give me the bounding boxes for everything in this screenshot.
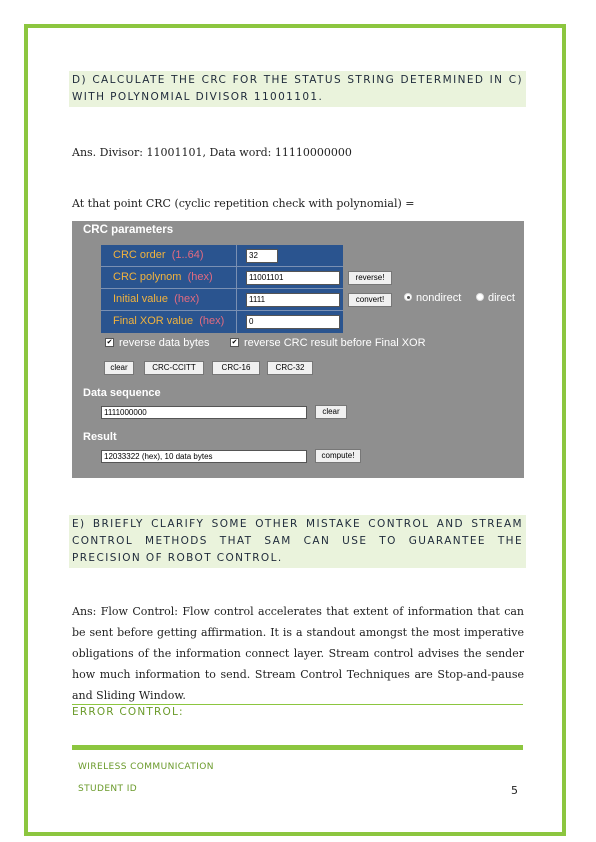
section-e-heading: E) BRIEFLY CLARIFY SOME OTHER MISTAKE CONTROL AND STREAM CONTROL METHODS THAT SAM CAN USE TO GUARANTEE THE PRECISION OF ROBOT CONTROL.: [69, 515, 526, 568]
error-control-heading: ERROR CONTROL:: [72, 706, 184, 718]
flow-control-answer: Ans: Flow Control: Flow control accelerates that extent of information that can be sent before getting affirmation. It is a standout amongst the most imperative obligations of the information connect layer. Stream control advises the sender how much information to send. Stream Control Techniques are Stop-and-pause and Sliding Window.: [72, 605, 524, 702]
compute-button[interactable]: compute!: [315, 449, 361, 463]
param-row-order: [101, 245, 343, 267]
check-reverse-data-bytes[interactable]: ✔ reverse data bytes: [106, 337, 210, 349]
crc-parameters-table: [101, 245, 343, 333]
crc-calculator: [72, 221, 524, 478]
radio-direct[interactable]: direct: [476, 292, 515, 304]
param-row-final-xor: [101, 311, 343, 333]
final-xor-label: Final XOR value (hex): [113, 315, 225, 327]
final-xor-input[interactable]: 0: [246, 315, 340, 329]
result-output[interactable]: 12033322 (hex), 10 data bytes: [101, 450, 307, 463]
checkbox-checked-icon: ✔: [106, 338, 113, 346]
checkbox-checked-icon: ✔: [231, 338, 238, 346]
crc-order-label: CRC order (1..64): [113, 249, 204, 261]
crc-order-input[interactable]: 32: [246, 249, 278, 263]
crc-polynom-label: CRC polynom (hex): [113, 271, 213, 283]
divider-thin: [72, 704, 523, 705]
crc-parameters-title: CRC parameters: [83, 224, 174, 236]
crc-ccitt-button[interactable]: CRC-CCITT: [144, 361, 204, 375]
answer-divisor: Ans. Divisor: 11001101, Data word: 11110000000: [72, 146, 352, 159]
clear-params-button[interactable]: clear: [104, 361, 134, 375]
initial-value-input[interactable]: 1111: [246, 293, 340, 307]
check-reverse-crc-result[interactable]: ✔ reverse CRC result before Final XOR: [231, 337, 426, 349]
crc-polynom-input[interactable]: 11001101: [246, 271, 340, 285]
reverse-button[interactable]: reverse!: [348, 271, 392, 285]
radio-direct-dot: [476, 293, 484, 301]
param-row-polynom: [101, 267, 343, 289]
data-sequence-input[interactable]: 1111000000: [101, 406, 307, 419]
crc32-button[interactable]: CRC-32: [267, 361, 313, 375]
convert-button[interactable]: convert!: [348, 293, 392, 307]
page-number: 5: [511, 784, 518, 797]
initial-value-label: Initial value (hex): [113, 293, 200, 305]
data-sequence-label: Data sequence: [83, 387, 161, 399]
crc-intro: At that point CRC (cyclic repetition check with polynomial) =: [72, 197, 415, 210]
param-row-initial: [101, 289, 343, 311]
section-d-heading: D) CALCULATE THE CRC FOR THE STATUS STRING DETERMINED IN C) WITH POLYNOMIAL DIVISOR 11001101.: [69, 71, 526, 107]
footer-student-id: STUDENT ID: [78, 784, 138, 794]
radio-nondirect-dot: [404, 293, 412, 301]
data-clear-button[interactable]: clear: [315, 405, 347, 419]
result-label: Result: [83, 431, 117, 443]
radio-nondirect[interactable]: nondirect: [404, 292, 461, 304]
footer-divider: [72, 745, 523, 750]
footer-course: WIRELESS COMMUNICATION: [78, 762, 214, 772]
crc16-button[interactable]: CRC-16: [212, 361, 260, 375]
